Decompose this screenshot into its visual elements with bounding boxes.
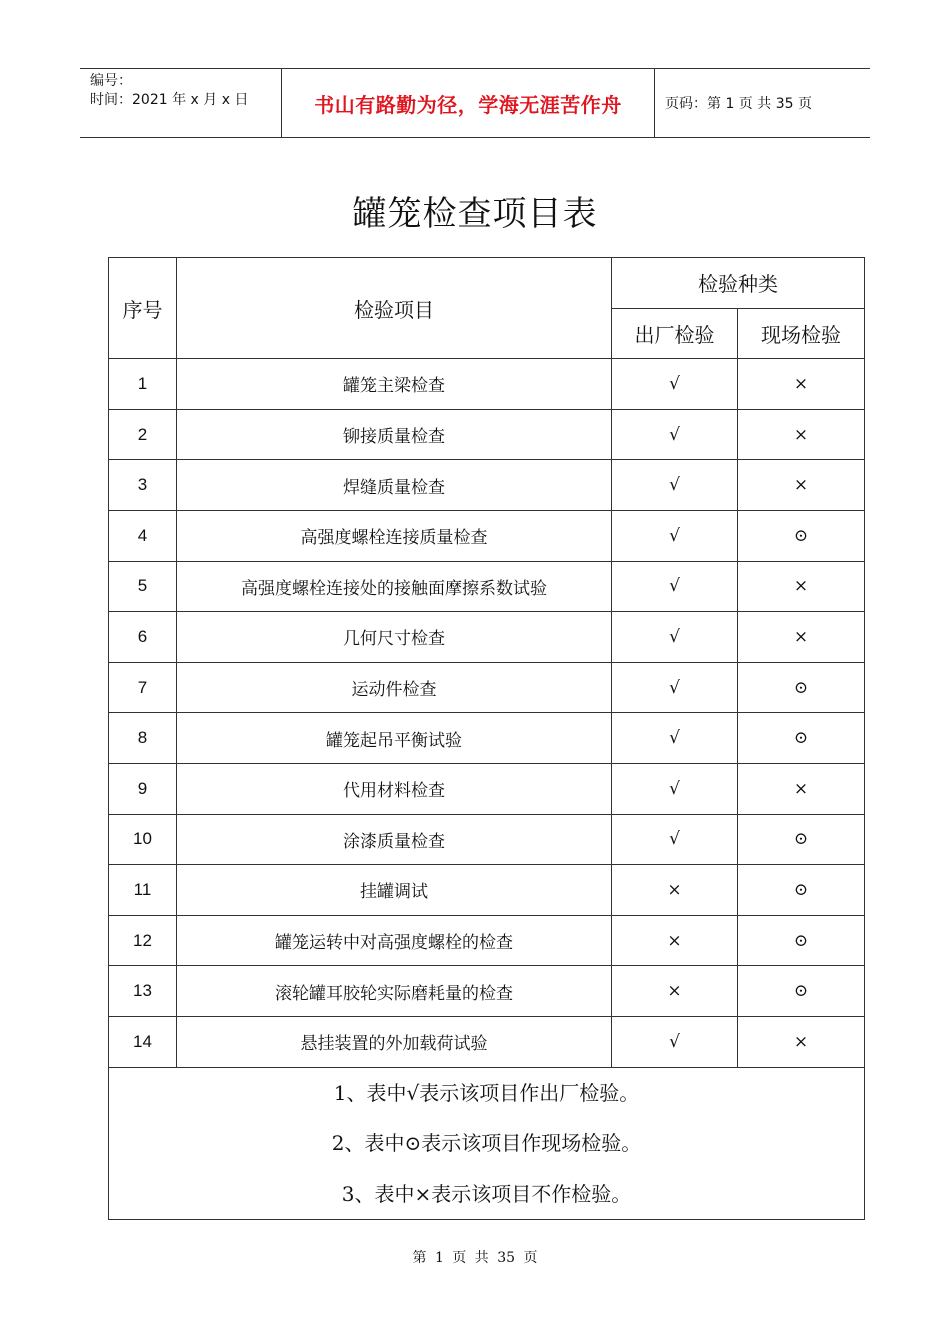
row-item: 几何尺寸检查 [177, 612, 612, 663]
row-factory-mark: √ [612, 662, 738, 713]
header-motto: 书山有路勤为径，学海无涯苦作舟 [282, 69, 655, 137]
row-factory-mark: × [612, 915, 738, 966]
legend-note: 1、表中√表示该项目作出厂检验。 [333, 1080, 640, 1105]
row-factory-mark: √ [612, 814, 738, 865]
page-header [80, 68, 870, 138]
row-factory-mark: √ [612, 763, 738, 814]
header-page-label: 页码：第 1 页 共 35 页 [665, 96, 812, 112]
table-row [109, 561, 865, 612]
row-number: 2 [109, 409, 177, 460]
inspection-table [108, 257, 865, 1220]
row-site-mark: ⊙ [738, 662, 865, 713]
row-factory-mark: √ [612, 1016, 738, 1067]
row-factory-mark: × [612, 966, 738, 1017]
row-item: 代用材料检查 [177, 763, 612, 814]
row-site-mark: × [738, 561, 865, 612]
row-number: 11 [109, 865, 177, 916]
row-item: 运动件检查 [177, 662, 612, 713]
legend-note: 3、表中×表示该项目不作检验。 [341, 1181, 632, 1206]
row-number: 1 [109, 359, 177, 410]
row-site-mark: ⊙ [738, 713, 865, 764]
row-site-mark: ⊙ [738, 915, 865, 966]
header-info-cell [80, 69, 282, 137]
table-row [109, 713, 865, 764]
table-row [109, 763, 865, 814]
row-number: 5 [109, 561, 177, 612]
row-item: 罐笼主梁检查 [177, 359, 612, 410]
row-factory-mark: √ [612, 359, 738, 410]
row-number: 13 [109, 966, 177, 1017]
row-item: 高强度螺栓连接质量检查 [177, 510, 612, 561]
row-site-mark: ⊙ [738, 814, 865, 865]
row-site-mark: × [738, 763, 865, 814]
table-row [109, 510, 865, 561]
row-number: 6 [109, 612, 177, 663]
row-number: 8 [109, 713, 177, 764]
row-site-mark: × [738, 1016, 865, 1067]
table-header-row [109, 258, 865, 309]
row-factory-mark: √ [612, 561, 738, 612]
row-number: 12 [109, 915, 177, 966]
header-serial-no: 序号 [109, 258, 177, 359]
row-site-mark: ⊙ [738, 510, 865, 561]
time-label: 时间：2021 年 x 月 x 日 [90, 92, 249, 108]
row-factory-mark: √ [612, 409, 738, 460]
table-row [109, 662, 865, 713]
table-row [109, 460, 865, 511]
header-inspection-item: 检验项目 [177, 258, 612, 359]
table-row [109, 409, 865, 460]
table-row [109, 1016, 865, 1067]
row-number: 7 [109, 662, 177, 713]
page-footer: 第 1 页 共 35 页 [412, 1250, 538, 1266]
table-row [109, 612, 865, 663]
row-item: 挂罐调试 [177, 865, 612, 916]
legend-note: 2、表中⊙表示该项目作现场检验。 [331, 1131, 642, 1155]
row-item: 罐笼运转中对高强度螺栓的检查 [177, 915, 612, 966]
row-site-mark: × [738, 359, 865, 410]
row-factory-mark: √ [612, 510, 738, 561]
row-item: 铆接质量检查 [177, 409, 612, 460]
row-site-mark: × [738, 612, 865, 663]
row-item: 悬挂装置的外加载荷试验 [177, 1016, 612, 1067]
header-factory-inspection: 出厂检验 [612, 308, 738, 359]
number-label: 编号： [90, 73, 132, 89]
document-title: 罐笼检查项目表 [352, 194, 598, 234]
row-factory-mark: √ [612, 460, 738, 511]
row-item: 滚轮罐耳胶轮实际磨耗量的检查 [177, 966, 612, 1017]
row-site-mark: × [738, 460, 865, 511]
row-number: 10 [109, 814, 177, 865]
row-item: 涂漆质量检查 [177, 814, 612, 865]
table-row [109, 814, 865, 865]
row-item: 焊缝质量检查 [177, 460, 612, 511]
table-row [109, 966, 865, 1017]
row-factory-mark: × [612, 865, 738, 916]
notes-row [109, 1067, 865, 1220]
row-site-mark: ⊙ [738, 865, 865, 916]
header-inspection-type: 检验种类 [612, 258, 865, 309]
row-item: 高强度螺栓连接处的接触面摩擦系数试验 [177, 561, 612, 612]
row-number: 14 [109, 1016, 177, 1067]
row-site-mark: ⊙ [738, 966, 865, 1017]
table-row [109, 865, 865, 916]
table-row [109, 359, 865, 410]
row-factory-mark: √ [612, 713, 738, 764]
row-item: 罐笼起吊平衡试验 [177, 713, 612, 764]
row-site-mark: × [738, 409, 865, 460]
notes-cell [109, 1067, 865, 1220]
row-number: 9 [109, 763, 177, 814]
row-number: 4 [109, 510, 177, 561]
table-row [109, 915, 865, 966]
row-factory-mark: √ [612, 612, 738, 663]
row-number: 3 [109, 460, 177, 511]
header-site-inspection: 现场检验 [738, 308, 865, 359]
